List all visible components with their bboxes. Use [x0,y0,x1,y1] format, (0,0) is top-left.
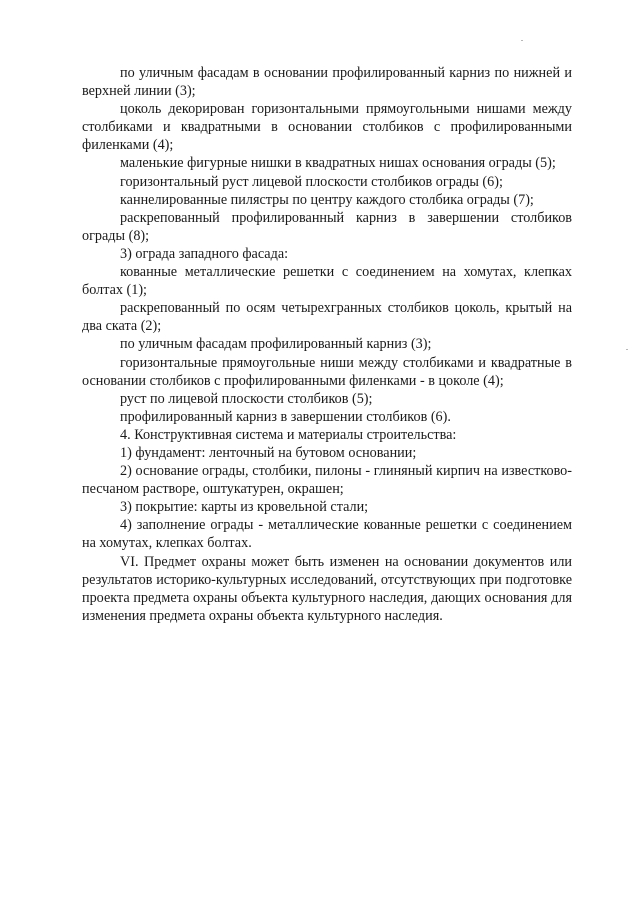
paragraph-pillar-cornice: раскрепованный профилированный карниз в завершении столбиков ограды (8); [82,209,572,244]
paragraph-street-facade-cornice: по уличным фасадам в основании профилированный карниз по нижней и верхней линии (3); [82,65,572,100]
paragraph-face-rustication: руст по лицевой плоскости столбиков (5); [120,390,373,407]
paragraph-section-vi: VI. Предмет охраны может быть изменен на основании документов или результатов историко-культурных исследований, отсутствующих при подготовке проекта предмета охраны объекта культурного наследия, дающих основания для изменения предмета охраны объекта культурного наследия. [82,553,572,624]
paragraph-fence-infill: 4) заполнение ограды - металлические кованные решетки с соединением на хомутах, клепках болтах. [82,517,572,552]
scan-speck [521,40,523,41]
paragraph-horizontal-rustication: горизонтальный руст лицевой плоскости столбиков ограды (6); [120,173,503,190]
document-body [82,64,572,625]
paragraph-roofing: 3) покрытие: карты из кровельной стали; [120,499,369,516]
paragraph-forged-grilles: кованные металлические решетки с соединением на хомутах, клепках болтах (1); [82,264,572,299]
scan-speck [626,349,628,350]
paragraph-rectangular-niches: горизонтальные прямоугольные ниши между столбиками и квадратные в основании столбиков с профилированными филенками - в цоколе (4); [82,354,572,389]
paragraph-foundation: 1) фундамент: ленточный на бутовом основании; [120,444,417,461]
paragraph-profiled-cornice: по уличным фасадам профилированный карниз (3); [120,336,432,353]
paragraph-plinth-niches: цоколь декорирован горизонтальными прямоугольными нишами между столбиками и квадратными в основании столбиков с профилированными филенками (4); [82,101,572,154]
section-heading-west-fence: 3) ограда западного фасада: [120,245,289,262]
paragraph-small-niches: маленькие фигурные нишки в квадратных нишах основания ограды (5); [120,155,556,172]
paragraph-top-cornice: профилированный карниз в завершении столбиков (6). [120,408,451,425]
section-heading-structure: 4. Конструктивная система и материалы строительства: [120,426,457,443]
paragraph-fence-base: 2) основание ограды, столбики, пилоны - глиняный кирпич на известково-песчаном растворе, оштукатурен, окрашен; [82,463,572,498]
paragraph-gable-plinth: раскрепованный по осям четырехгранных столбиков цоколь, крытый на два ската (2); [82,300,572,335]
paragraph-fluted-pilasters: каннелированные пилястры по центру каждого столбика ограды (7); [120,191,534,208]
